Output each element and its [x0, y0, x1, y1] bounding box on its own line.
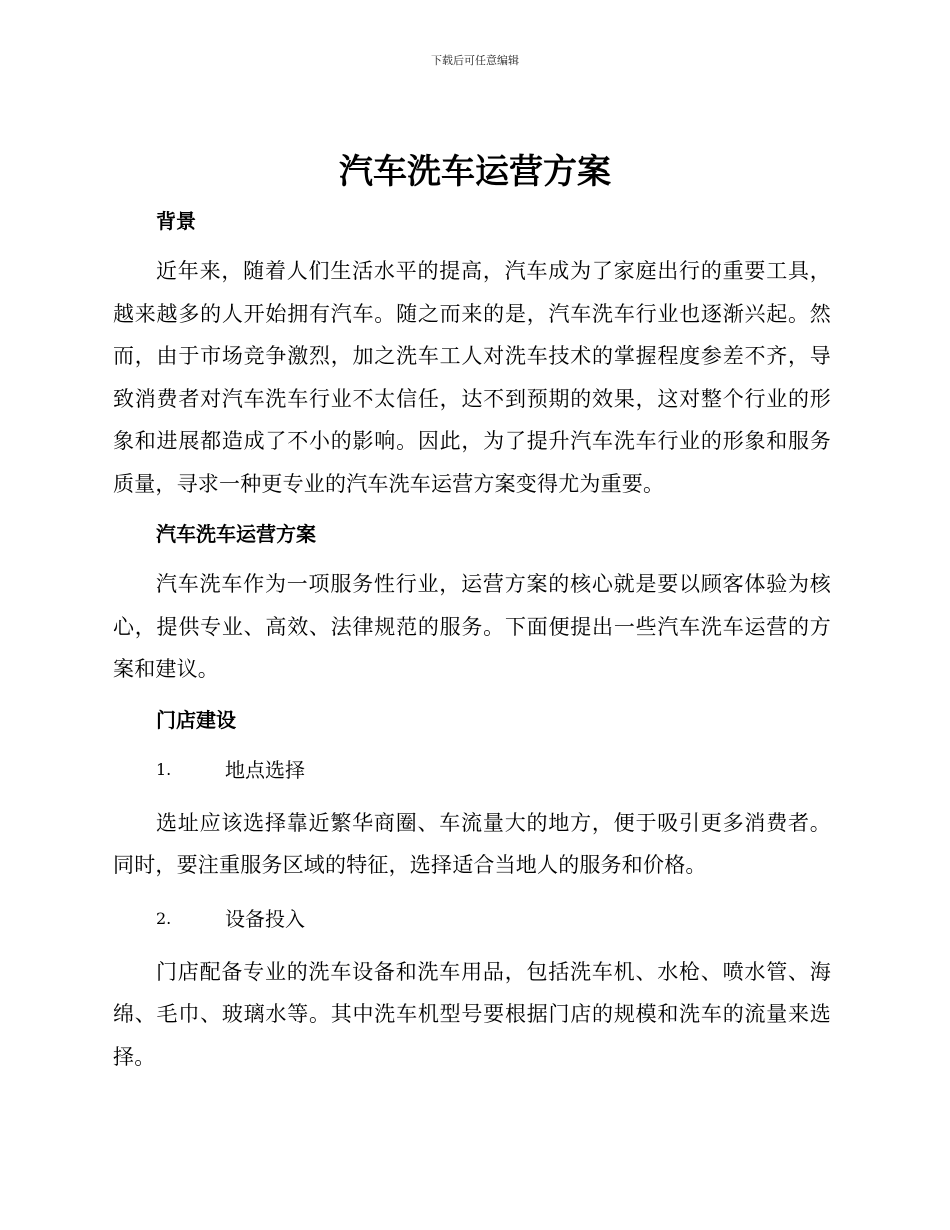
section-heading-operation-plan: 汽车洗车运营方案	[156, 522, 316, 546]
list-number: 1.	[156, 759, 172, 779]
section-heading-background: 背景	[156, 209, 196, 233]
document-body	[113, 203, 831, 1078]
header-note: 下载后可任意编辑	[431, 54, 519, 67]
location-paragraph: 选址应该选择靠近繁华商圈、车流量大的地方，便于吸引更多消费者。同时，要注重服务区域的特征，选择适合当地人的服务和价格。	[113, 810, 831, 877]
list-number: 2.	[156, 908, 172, 928]
list-item-location	[156, 752, 831, 788]
background-paragraph: 近年来，随着人们生活水平的提高，汽车成为了家庭出行的重要工具，越来越多的人开始拥有汽车。随之而来的是，汽车洗车行业也逐渐兴起。然而，由于市场竞争激烈，加之洗车工人对洗车技术的掌握程度参差不齐，导致消费者对汽车洗车行业不太信任，达不到预期的效果，这对整个行业的形象和进展都造成了不小的影响。因此，为了提升汽车洗车行业的形象和服务质量，寻求一种更专业的汽车洗车运营方案变得尤为重要。	[113, 259, 831, 496]
list-item-equipment	[156, 901, 831, 937]
document-title: 汽车洗车运营方案	[339, 152, 611, 192]
operation-plan-paragraph: 汽车洗车作为一项服务性行业，运营方案的核心就是要以顾客体验为核心，提供专业、高效、法律规范的服务。下面便提出一些汽车洗车运营的方案和建议。	[113, 572, 831, 681]
list-label: 设备投入	[225, 906, 305, 931]
equipment-paragraph: 门店配备专业的洗车设备和洗车用品，包括洗车机、水枪、喷水管、海绵、毛巾、玻璃水等。其中洗车机型号要根据门店的规模和洗车的流量来选择。	[113, 959, 831, 1069]
list-label: 地点选择	[225, 757, 305, 782]
section-heading-store-construction: 门店建设	[156, 707, 236, 732]
